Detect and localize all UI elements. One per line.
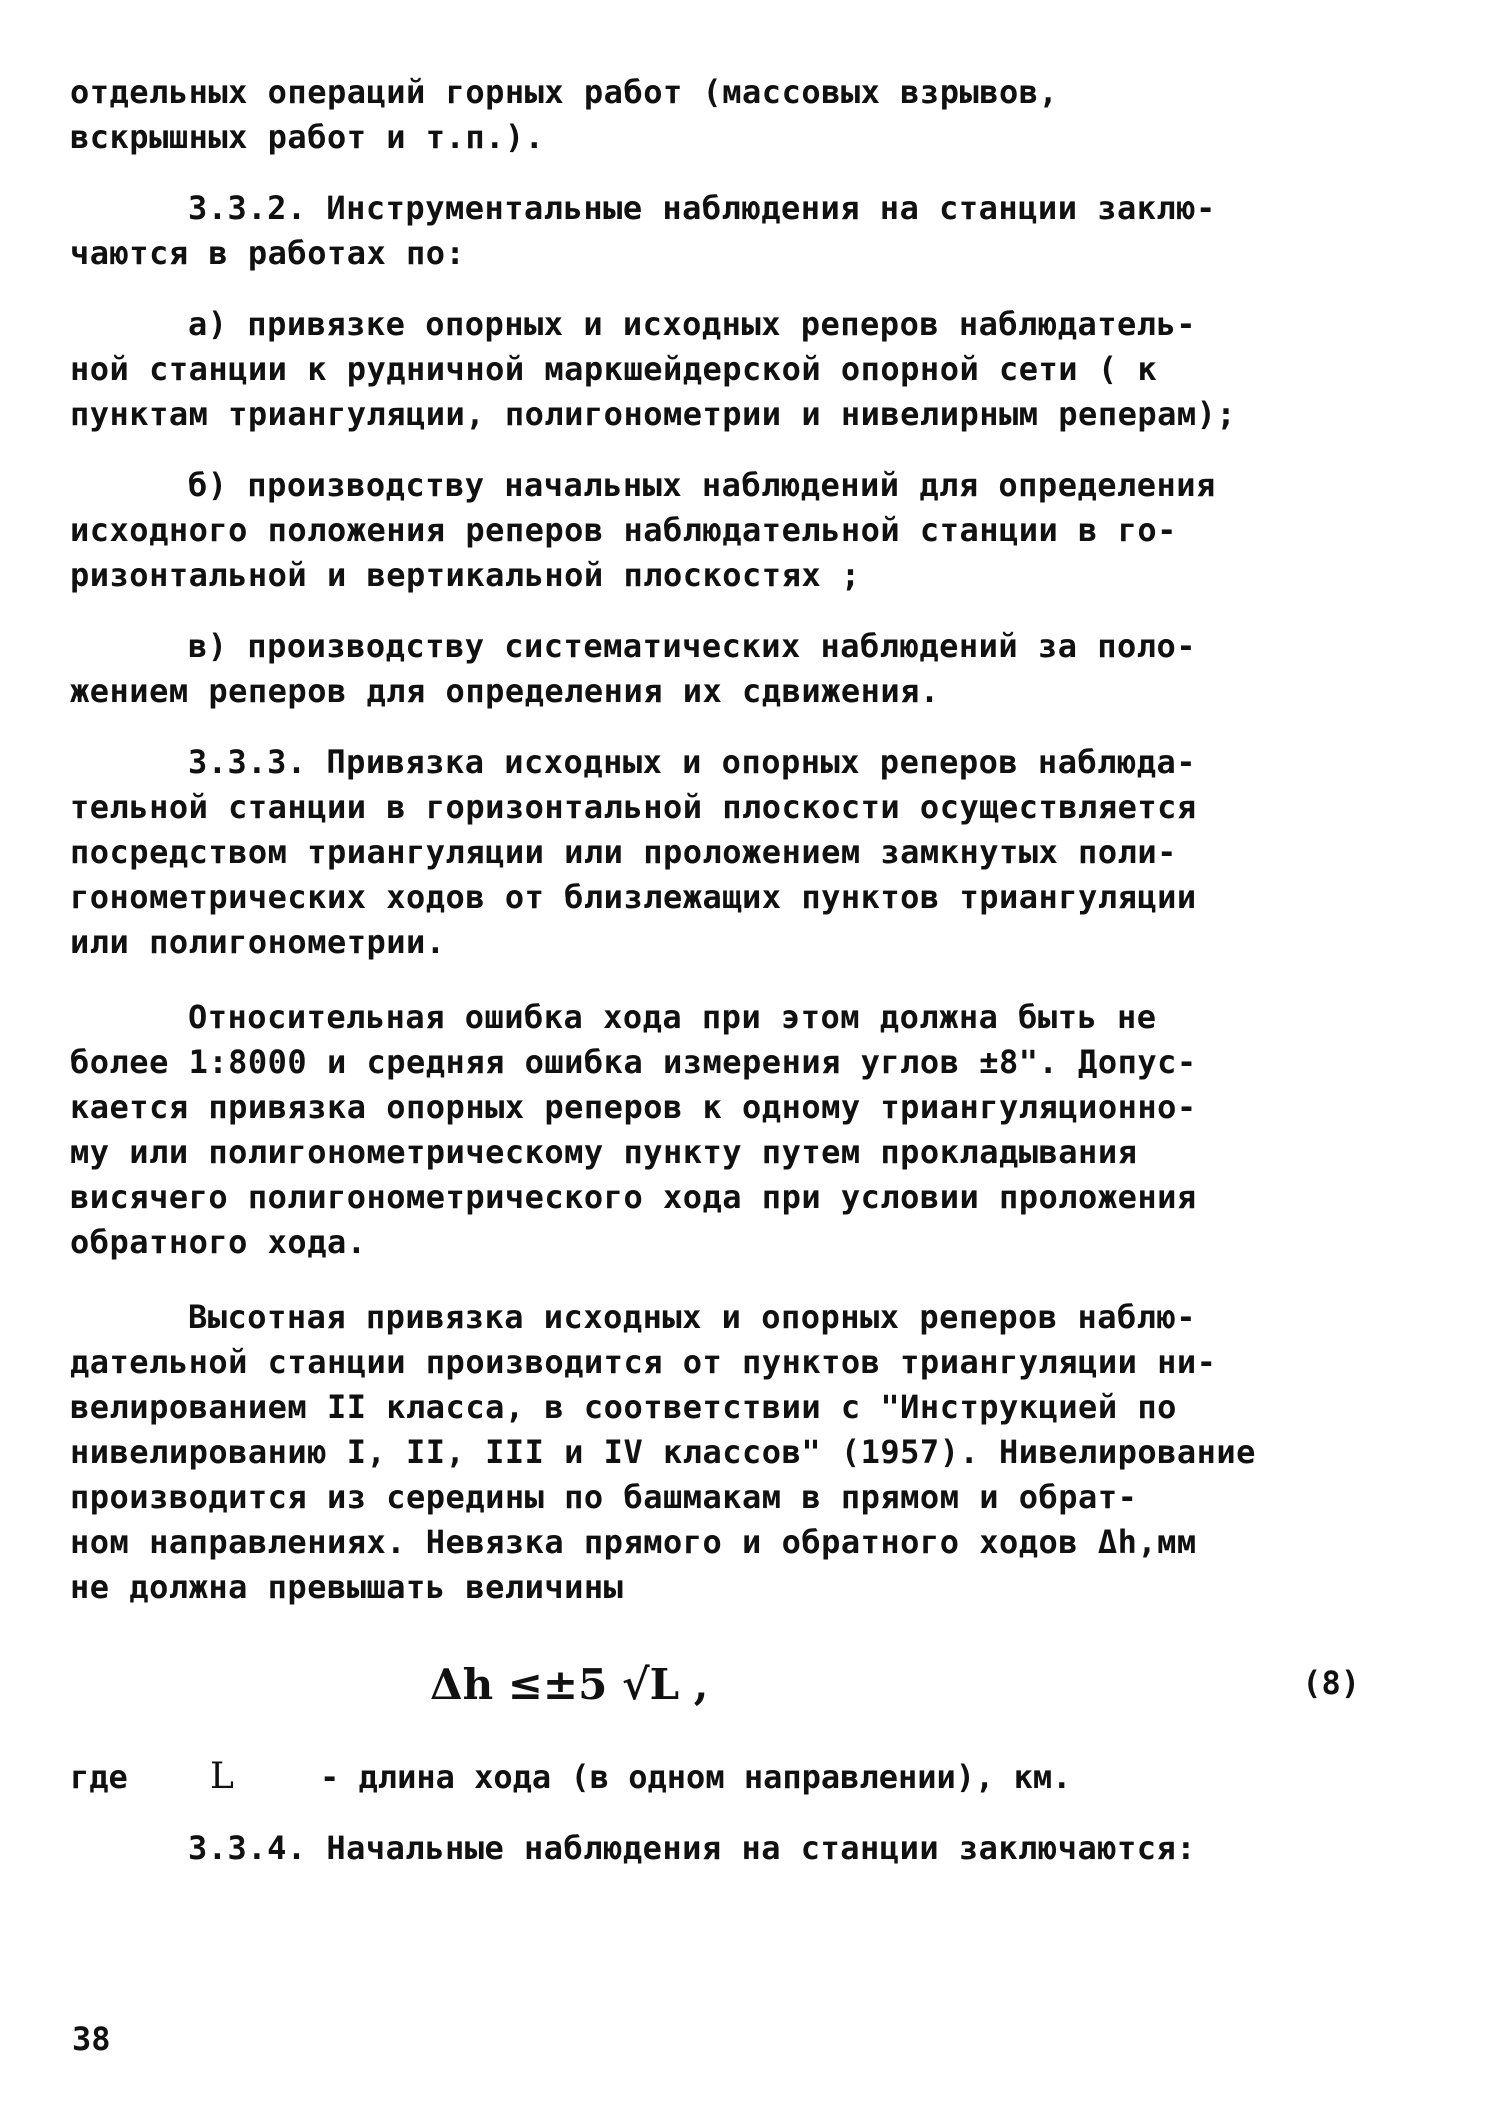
- where-text: - длина хода (в одном направлении), км.: [320, 1758, 1072, 1796]
- paragraph-3-3-2: 3.3.2. Инструментальные наблюдения на станции заклю- чаются в работах по:: [70, 189, 1216, 272]
- equation-number: (8): [1302, 1664, 1360, 1702]
- paragraph-intro: отдельных операций горных работ (массовых взрывов, вскрышных работ и т.п.).: [70, 73, 1059, 156]
- paragraph-3-3-3: 3.3.3. Привязка исходных и опорных реперов наблюда- тельной станции в горизонтальной плоскости осуществляется посредством триангуляции или проложением замкнутых поли- гонометрических ходов от близлежащих пунктов триангуляции или полигонометрии.: [70, 743, 1197, 961]
- where-line: [70, 1754, 1440, 1800]
- where-symbol: L: [210, 1756, 234, 1797]
- paragraph-height-binding: Высотная привязка исходных и опорных реперов наблю- дательной станции производится от пунктов триангуляции ни- велированием II класса, в соответствии с "Инструкцией по нивелированию I, II, III и IV классов" (1957). Нивелирование производится из середины по башмакам в прямом и обрат- ном направлениях. Невязка прямого и обратного ходов Δh,мм не должна превышать величины: [70, 1298, 1256, 1606]
- formula-row: [70, 1650, 1440, 1730]
- page-body: [70, 70, 1440, 1871]
- paragraph-item-a: а) привязке опорных и исходных реперов наблюдатель- ной станции к рудничной маркшейдерской опорной сети ( к пунктам триангуляции, полигонометрии и нивелирным реперам);: [70, 305, 1237, 433]
- paragraph-item-b: б) производству начальных наблюдений для определения исходного положения реперов наблюдательной станции в го- ризонтальной и вертикальной плоскостях ;: [70, 466, 1216, 594]
- paragraph-item-v: в) производству систематических наблюдений за поло- жением реперов для определения их сдвижения.: [70, 627, 1197, 710]
- page-number: 38: [72, 2020, 111, 2058]
- paragraph-relative-error: Относительная ошибка хода при этом должна быть не более 1:8000 и средняя ошибка измерения углов ±8". Допус- кается привязка опорных реперов к одному триангуляционно- му или полигонометрическому пункту путем прокладывания висячего полигонометрического хода при условии проложения обратного хода.: [70, 998, 1197, 1261]
- paragraph-3-3-4: 3.3.4. Начальные наблюдения на станции заключаются:: [188, 1829, 1197, 1867]
- formula: Δh ≤±5 √L ,: [430, 1660, 709, 1709]
- where-label: где: [70, 1758, 128, 1796]
